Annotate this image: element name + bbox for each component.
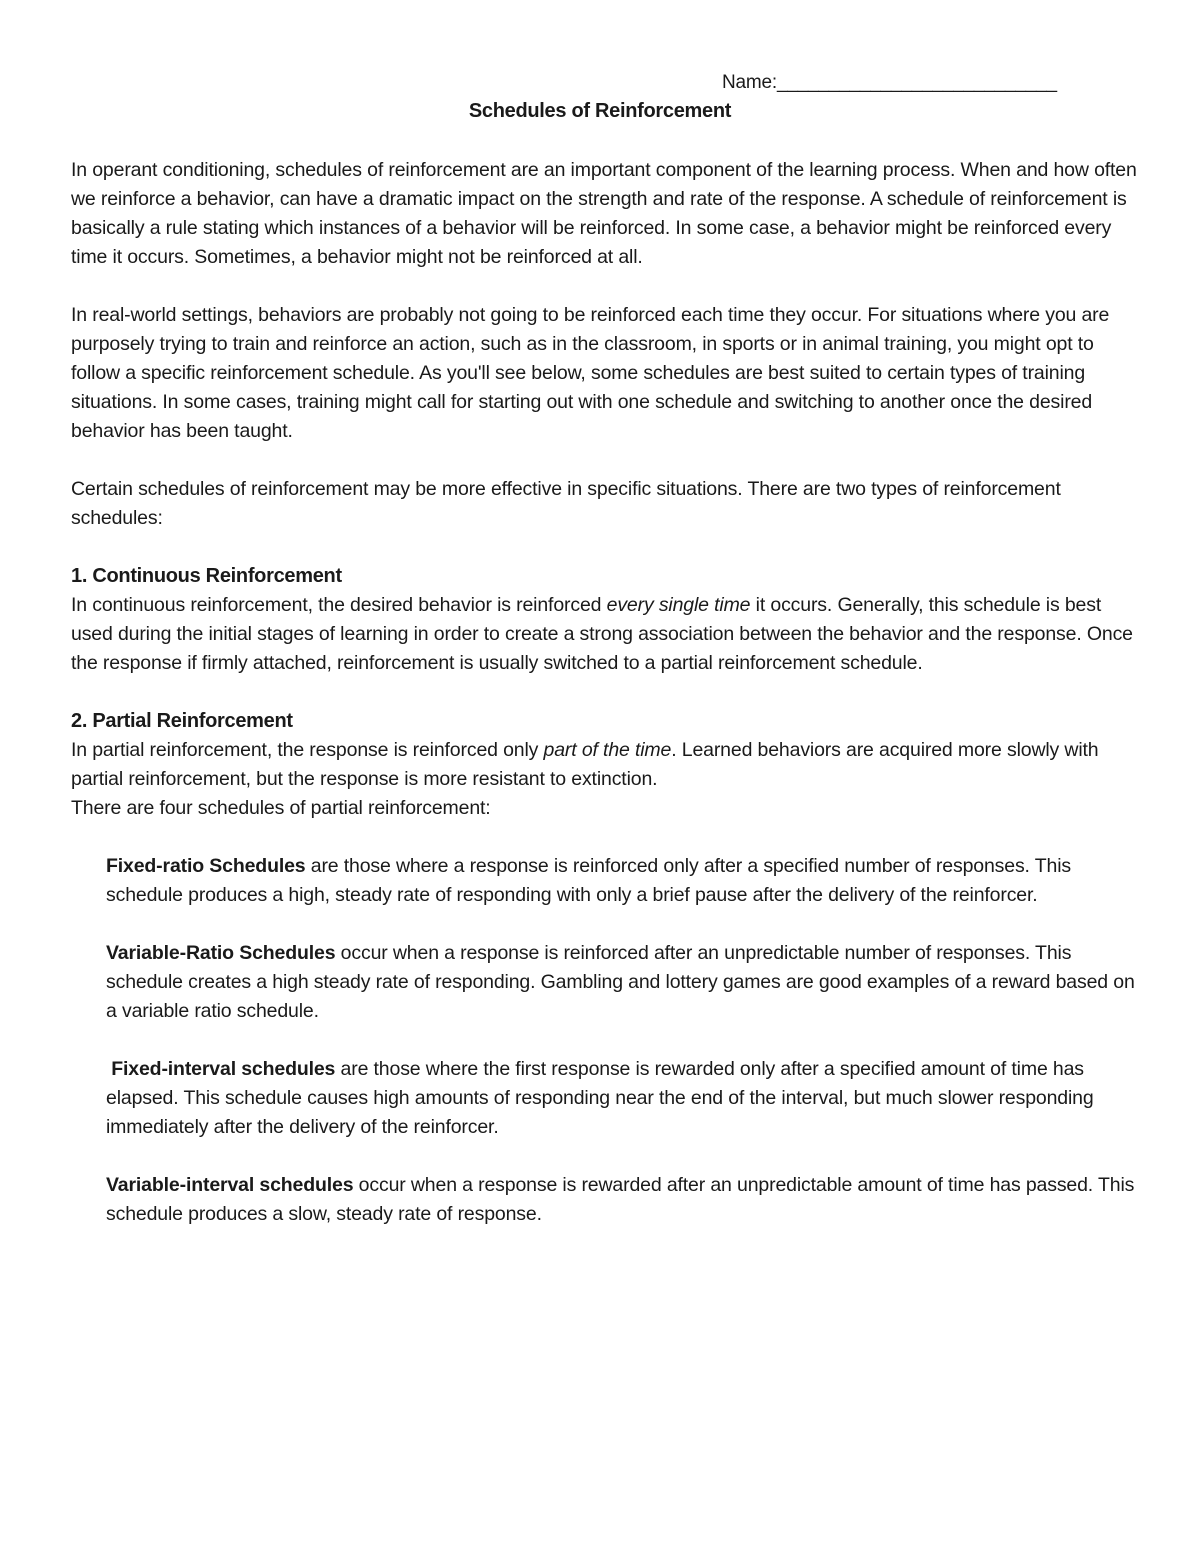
schedule-fixed-interval [71, 1055, 1141, 1142]
partial-text-before: In partial reinforcement, the response is reinforced only [71, 739, 544, 761]
schedule-fixed-ratio [71, 852, 1141, 910]
paragraph-spacer [71, 446, 1141, 475]
schedule-description: are those where a response is reinforced only after a specified number of responses. This schedule produces a high, steady rate of responding with only a brief pause after the delivery of the reinforcer. [106, 855, 1071, 906]
intro-paragraph-2: In real-world settings, behaviors are probably not going to be reinforced each time they occur. For situations where you are purposely trying to train and reinforce an action, such as in the classroom, in sports or in animal training, you might opt to follow a specific reinforcement schedule. As you'll see below, some schedules are best suited to certain types of training situations. In some cases, training might call for starting out with one schedule and switching to another once the desired behavior has been taught. [71, 304, 1110, 442]
paragraph-spacer [71, 272, 1141, 301]
schedule-term: Fixed-interval schedules [106, 1058, 336, 1080]
schedule-term: Variable-Ratio Schedules [106, 942, 336, 964]
paragraph-spacer [71, 678, 1141, 707]
continuous-emphasis: every single time [606, 594, 751, 616]
name-field-label: Name:___________________________ [722, 72, 1057, 93]
continuous-text-before: In continuous reinforcement, the desired behavior is reinforced [71, 594, 607, 616]
partial-text-after: . Learned behaviors are acquired more slowly with partial reinforcement, but the response is more resistant to extinction. [71, 739, 1099, 790]
paragraph-spacer [71, 823, 1141, 852]
schedule-description: occur when a response is reinforced after an unpredictable number of responses. This schedule creates a high steady rate of responding. Gambling and lottery games are good examples of a reward based on a variable ratio schedule. [106, 942, 1135, 1022]
paragraph-spacer [71, 910, 1141, 939]
schedule-term: Fixed-ratio Schedules [106, 855, 306, 877]
continuous-reinforcement-heading: 1. Continuous Reinforcement [71, 565, 342, 587]
partial-reinforcement-heading: 2. Partial Reinforcement [71, 710, 293, 732]
partial-reinforcement-paragraph [71, 736, 1141, 794]
intro-paragraph-3: Certain schedules of reinforcement may be more effective in specific situations. There are two types of reinforcement schedules: [71, 478, 1061, 529]
schedule-term: Variable-interval schedules [106, 1174, 354, 1196]
partial-emphasis: part of the time [543, 739, 672, 761]
paragraph-spacer [71, 1026, 1141, 1055]
continuous-reinforcement-paragraph [71, 591, 1141, 678]
schedule-description: are those where the first response is rewarded only after a specified amount of time has elapsed. This schedule causes high amounts of responding near the end of the interval, but much slower responding immediately after the delivery of the reinforcer. [106, 1058, 1094, 1138]
schedule-variable-ratio [71, 939, 1141, 1026]
schedule-description: occur when a response is rewarded after an unpredictable amount of time has passed. This schedule produces a slow, steady rate of response. [106, 1174, 1135, 1225]
document-body [71, 156, 1141, 1229]
paragraph-spacer [71, 1142, 1141, 1171]
partial-schedules-intro: There are four schedules of partial reinforcement: [71, 797, 491, 819]
continuous-text-after: it occurs. Generally, this schedule is best used during the initial stages of learning in order to create a strong association between the behavior and the response. Once the response if firmly attached, reinforcement is usually switched to a partial reinforcement schedule. [71, 594, 1133, 674]
paragraph-spacer [71, 533, 1141, 562]
page-title: Schedules of Reinforcement [468, 100, 732, 122]
intro-paragraph-1: In operant conditioning, schedules of reinforcement are an important component of the learning process. When and how often we reinforce a behavior, can have a dramatic impact on the strength and rate of the response. A schedule of reinforcement is basically a rule stating which instances of a behavior will be reinforced. In some case, a behavior might be reinforced every time it occurs. Sometimes, a behavior might not be reinforced at all. [71, 159, 1137, 268]
schedule-variable-interval [71, 1171, 1141, 1229]
